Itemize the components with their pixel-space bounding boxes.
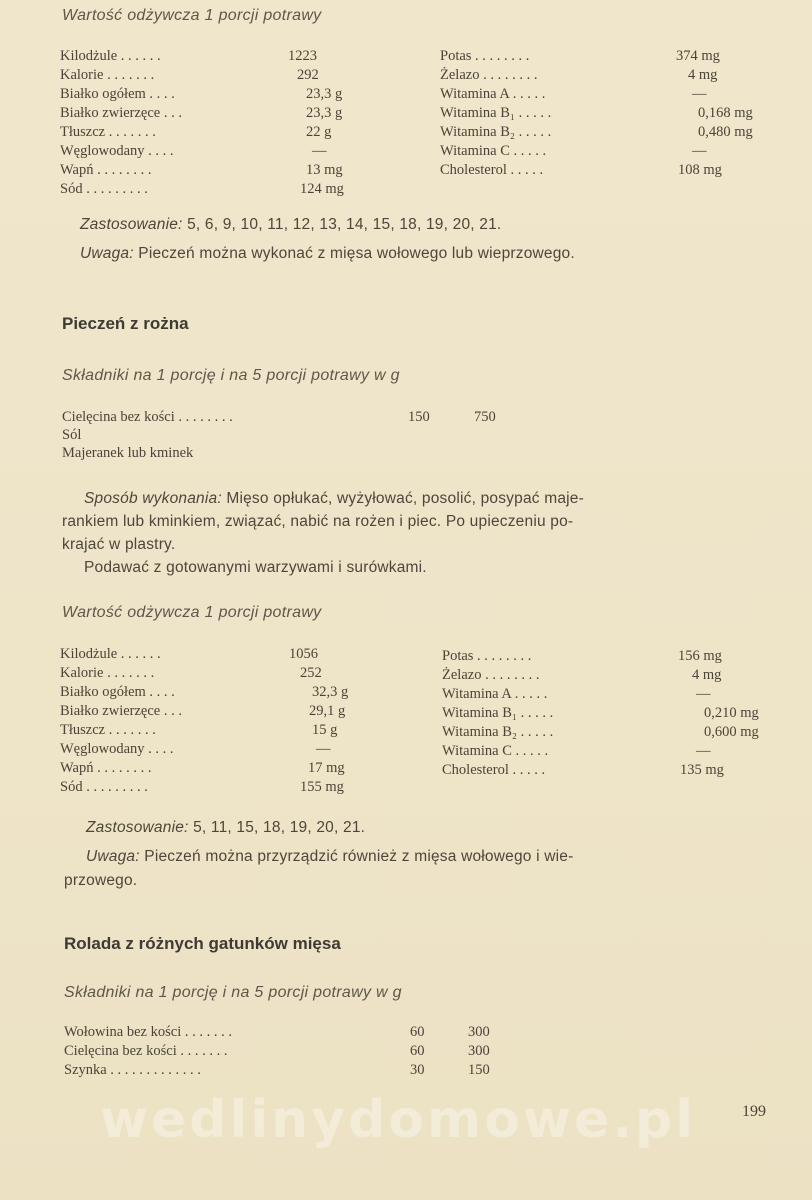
- uwaga-2-line-1: Uwaga: Pieczeń można przyrządzić również z mięsa wołowego i wie-: [86, 848, 574, 865]
- book-page: Wartość odżywcza 1 porcji potrawy Kilodżule . . . . . . 1223 Kalorie . . . . . . . 292 Białko ogółem . . . . 23,3 g Białko zwierzęce . . . 23,3 g Tłuszcz . . . . . . . 22 g Węglowodany . . . . — Wapń . . . . . . . . 13 mg Sód . . . . . . . . . 124 mg Potas . . . . . . . . 374 mg Żelazo . . . . . . . . 4 mg Witamina A . . . . . — Witamina B₁ . . . . . 0,168 mg Witamina B₂ . . . . . 0,480 mg Witamina C . . . . . — Cholesterol . . . . . 108 mg Zastosowanie: 5, 6, 9, 10, 11, 12, 13, 14, 15, 18, 19, 20, 21. Uwaga: Pieczeń można wykonać z mięsa wołowego lub wieprzowego. Pieczeń z rożna Składniki na 1 porcję i na 5 porcji potrawy w g Cielęcina bez kości . . . . . . . . 150 750 Sól Majeranek lub kminek Sposób wykonania: Mięso opłukać, wyżyłować, posolić, posypać maje- rankiem lub kminkiem, związać, nabić na rożen i piec. Po upieczeniu po- krajać w plastry. Podawać z gotowanymi warzywami i surówkami. Wartość odżywcza 1 porcji potrawy Kilodżule . . . . . . 1056 Kalorie . . . . . . . 252 Białko ogółem . . . . 32,3 g Białko zwierzęce . . . 29,1 g Tłuszcz . . . . . . . 15 g Węglowodany . . . . — Wapń . . . . . . . . 17 mg Sód . . . . . . . . . 155 mg Potas . . . . . . . . 156 mg Żelazo . . . . . . . . 4 mg Witamina A . . . . . — Witamina B₁ . . . . . 0,210 mg Witamina B₂ . . . . . 0,600 mg Witamina C . . . . . — Cholesterol . . . . . 135 mg Zastosowanie: 5, 11, 15, 18, 19, 20, 21. Uwaga: Pieczeń można przyrządzić również z mięsa wołowego i wie- przowego. Rolada z różnych gatunków mięsa Składniki na 1 porcję i na 5 porcji potrawy w g Wołowina bez kości . . . . . . . 60 300 Cielęcina bez kości . . . . . . . 60 300 Szynka . . . . . . . . . . . . . 30 150 wedlinydomowe.pl 199: [0, 0, 812, 1200]
- nutrition-title-1: Wartość odżywcza 1 porcji potrawy: [62, 7, 322, 24]
- nutrition-title-2: Wartość odżywcza 1 porcji potrawy: [62, 604, 322, 621]
- ingredients-title-3: Składniki na 1 porcję i na 5 porcji potrawy w g: [64, 984, 402, 1001]
- method-line-2: rankiem lub kminkiem, związać, nabić na rożen i piec. Po upieczeniu po-: [62, 513, 574, 530]
- page-number: 199: [742, 1103, 766, 1120]
- uwaga-1: Uwaga: Pieczeń można wykonać z mięsa wołowego lub wieprzowego.: [80, 245, 575, 262]
- recipe-heading-rolada: Rolada z różnych gatunków mięsa: [64, 934, 341, 953]
- zastosowanie-2: Zastosowanie: 5, 11, 15, 18, 19, 20, 21.: [86, 819, 366, 836]
- method-line-3: krajać w plastry.: [62, 536, 176, 553]
- recipe-heading-pieczen-z-rozna: Pieczeń z rożna: [62, 314, 189, 333]
- watermark: wedlinydomowe.pl: [100, 1090, 697, 1150]
- zastosowanie-1: Zastosowanie: 5, 6, 9, 10, 11, 12, 13, 14, 15, 18, 19, 20, 21.: [80, 216, 502, 233]
- serving-note: Podawać z gotowanymi warzywami i surówkami.: [84, 559, 427, 576]
- method-line-1: Sposób wykonania: Mięso opłukać, wyżyłować, posolić, posypać maje-: [84, 490, 584, 507]
- uwaga-2-line-2: przowego.: [64, 872, 138, 889]
- ingredients-title-2: Składniki na 1 porcję i na 5 porcji potrawy w g: [62, 367, 400, 384]
